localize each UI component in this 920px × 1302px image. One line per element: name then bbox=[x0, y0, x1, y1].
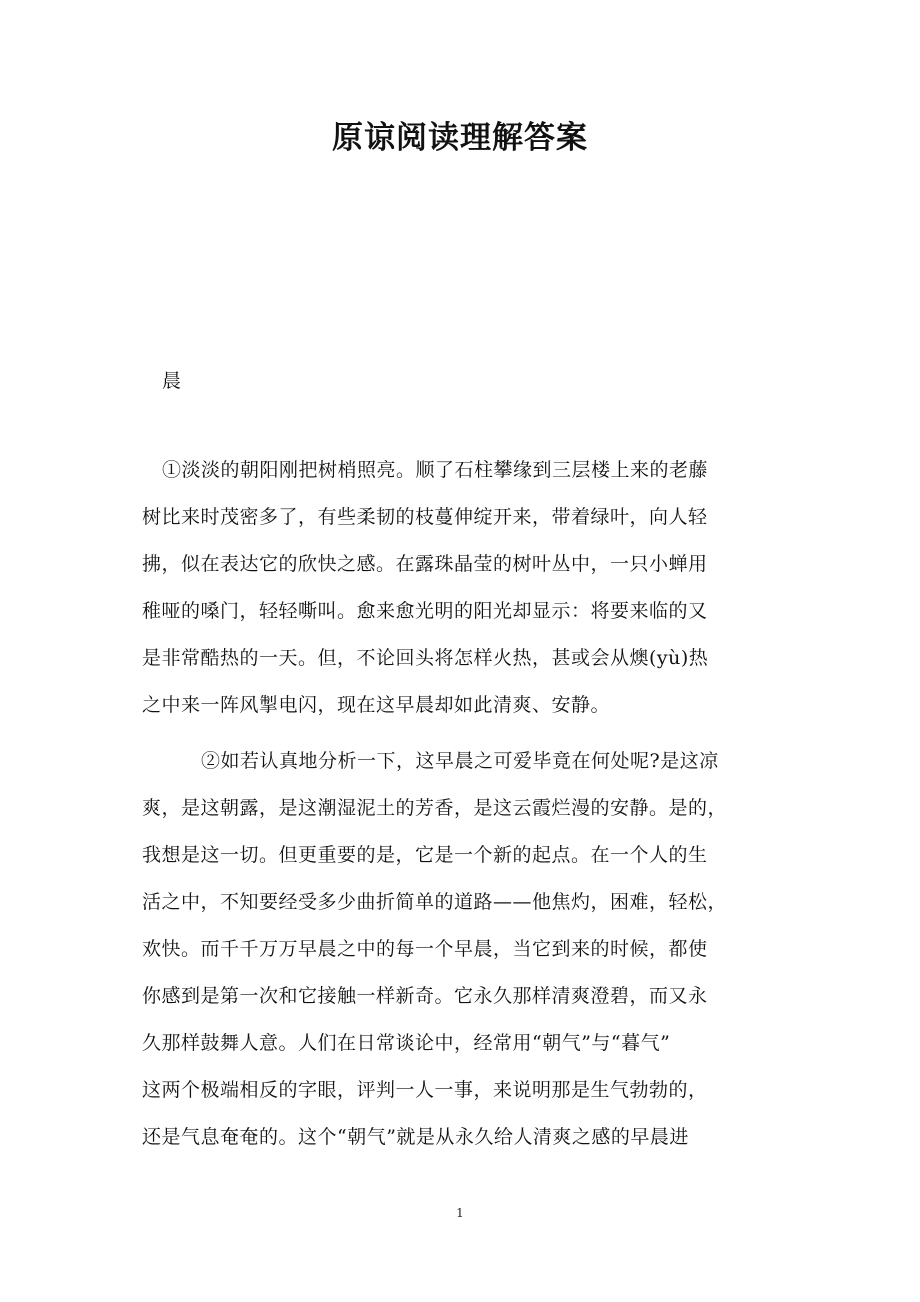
text-line: 你感到是第一次和它接触一样新奇。它永久那样清爽澄碧，而又永 bbox=[142, 985, 708, 1007]
text-line: 活之中，不知要经受多少曲折简单的道路——他焦灼，困难，轻松， bbox=[142, 891, 728, 913]
text-line: 是非常酷热的一天。但，不论回头将怎样火热，甚或会从燠(yù)热 bbox=[142, 647, 709, 669]
text-line: 这两个极端相反的字眼，评判一人一事，来说明那是生气勃勃的， bbox=[142, 1079, 708, 1101]
text-line: 稚哑的嗓门，轻轻嘶叫。愈来愈光明的阳光却显示：将要来临的又 bbox=[142, 600, 708, 622]
text-line: 爽，是这朝露，是这潮湿泥土的芳香，是这云霞烂漫的安静。是的， bbox=[142, 797, 728, 819]
text-line: ②如若认真地分析一下，这早晨之可爱毕竟在何处呢?是这凉 bbox=[201, 750, 719, 772]
text-line: ①淡淡的朝阳刚把树梢照亮。顺了石柱攀缘到三层楼上来的老藤 bbox=[162, 459, 709, 481]
text-line: 还是气息奄奄的。这个“朝气”就是从永久给人清爽之感的早晨进 bbox=[142, 1126, 689, 1148]
text-line: 树比来时茂密多了，有些柔韧的枝蔓伸绽开来，带着绿叶，向人轻 bbox=[142, 506, 708, 528]
text-line: 久那样鼓舞人意。人们在日常谈论中，经常用“朝气”与“暮气” bbox=[142, 1032, 671, 1054]
page-number: 1 bbox=[456, 1206, 464, 1220]
page-title: 原谅阅读理解答案 bbox=[332, 120, 588, 156]
section-heading: 晨 bbox=[162, 370, 182, 392]
text-line: 之中来一阵风掣电闪，现在这早晨却如此清爽、安静。 bbox=[142, 694, 611, 716]
text-line: 欢快。而千千万万早晨之中的每一个早晨，当它到来的时候，都使 bbox=[142, 938, 708, 960]
text-line: 拂，似在表达它的欣快之感。在露珠晶莹的树叶丛中，一只小蝉用 bbox=[142, 553, 708, 575]
text-line: 我想是这一切。但更重要的是，它是一个新的起点。在一个人的生 bbox=[142, 844, 708, 866]
